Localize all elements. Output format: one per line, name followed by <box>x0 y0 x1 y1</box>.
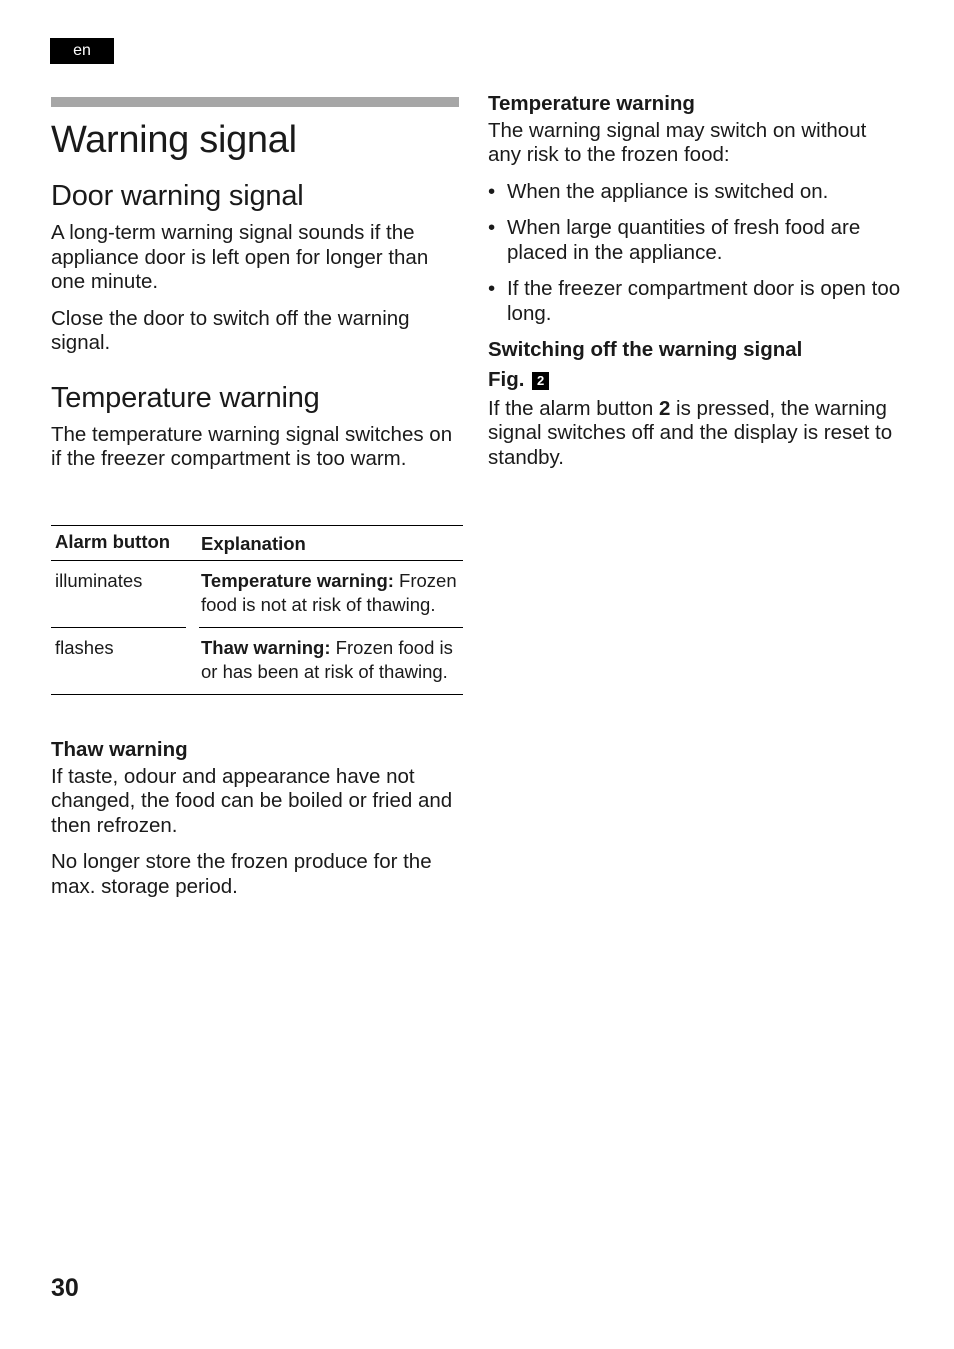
bullet-list <box>488 180 903 327</box>
table-cell-state: flashes <box>51 628 186 695</box>
page-title: Warning signal <box>51 119 297 161</box>
table-header-explanation: Explanation <box>199 526 463 561</box>
list-item: • If the freezer compartment door is open too long. <box>488 277 901 325</box>
table-cell-explanation: Temperature warning: Frozen food is not at risk of thawing. <box>199 561 463 628</box>
table-header-alarm-button: Alarm button <box>51 526 186 561</box>
language-tag: en <box>50 38 114 64</box>
right-column <box>488 92 903 482</box>
thaw-warning-block <box>51 738 461 911</box>
right-temperature-heading: Temperature warning <box>488 92 695 115</box>
list-item: • When the appliance is switched on. <box>488 179 829 203</box>
list-item: • When large quantities of fresh food are placed in the appliance. <box>488 216 861 264</box>
door-warning-para1: A long-term warning signal sounds if the appliance door is left open for longer than one minute. <box>51 221 429 294</box>
alarm-table <box>51 525 463 695</box>
door-warning-heading: Door warning signal <box>51 179 304 212</box>
temperature-warning-heading: Temperature warning <box>51 381 320 414</box>
title-rule <box>51 97 459 107</box>
thaw-warning-para2: No longer store the frozen produce for the max. storage period. <box>51 850 432 898</box>
switching-off-para: If the alarm button 2 is pressed, the warning signal switches off and the display is reset to standby. <box>488 396 893 469</box>
table-row <box>51 628 463 695</box>
thaw-warning-para1: If taste, odour and appearance have not changed, the food can be boiled or fried and then refrozen. <box>51 764 453 837</box>
table-cell-state: illuminates <box>51 561 186 628</box>
switching-off-heading: Switching off the warning signal <box>488 338 803 361</box>
table-cell-explanation: Thaw warning: Frozen food is or has been at risk of thawing. <box>199 628 463 695</box>
table-header-row <box>51 526 463 561</box>
thaw-warning-heading: Thaw warning <box>51 738 188 761</box>
figure-number-badge: 2 <box>532 372 549 390</box>
temperature-warning-para: The temperature warning signal switches on if the freezer compartment is too warm. <box>51 422 453 471</box>
left-column <box>51 97 459 484</box>
table-row <box>51 561 463 628</box>
page-number: 30 <box>51 1274 79 1302</box>
figure-reference: Fig. 2 <box>488 365 903 395</box>
door-warning-para2: Close the door to switch off the warning signal. <box>51 306 410 355</box>
right-temperature-para: The warning signal may switch on without any risk to the frozen food: <box>488 118 867 166</box>
